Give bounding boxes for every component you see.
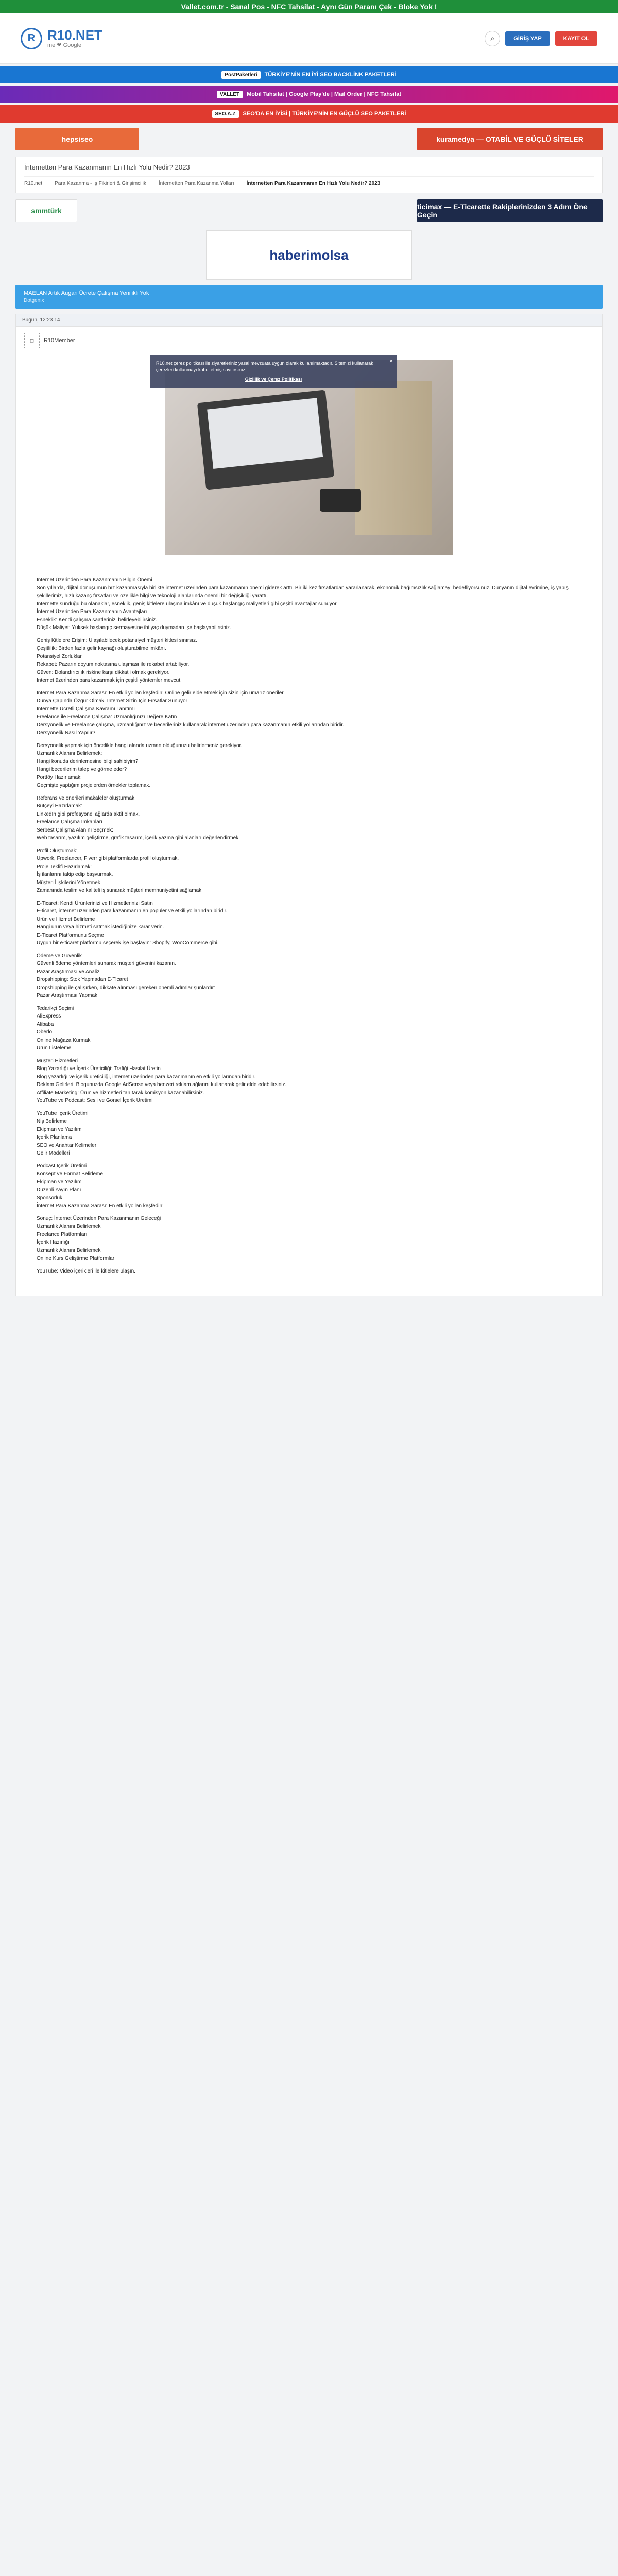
post-paragraph: İnternet Üzerinden Para Kazanmanın Avantajları <box>37 609 147 615</box>
post-paragraph: Affiliate Marketing: Ürün ve hizmetleri tanıtarak komisyon kazanabilirsiniz. <box>37 1090 204 1096</box>
post-paragraph: Geçmişte yaptığım projelerden örnekler toplamak. <box>37 783 151 788</box>
post-date: Bugün, 12:23 14 <box>16 314 602 327</box>
post-paragraph: Potansiyel Zorluklar <box>37 653 82 659</box>
post-paragraph: Esneklik: Kendi çalışma saatlerinizi belirleyebilirsiniz. <box>37 617 157 623</box>
forum-breadcrumb-panel <box>15 157 603 193</box>
post-paragraph: Online Kurs Geliştirme Platformları <box>37 1256 116 1261</box>
post-paragraph: Ekipman ve Yazılım <box>37 1126 82 1132</box>
post-paragraph: Bütçeyi Hazırlamak: <box>37 803 82 809</box>
post-paragraph: Çeşitlilik: Birden fazla gelir kaynağı oluşturabilme imkânı. <box>37 646 166 651</box>
post-paragraph: Dersyonelik yapmak için öncelikle hangi alanda uzman olduğunuzu belirlemeniz gerekiyor. <box>37 742 243 749</box>
banner-center <box>0 230 618 280</box>
phone-illustration <box>320 489 361 512</box>
paragraph-gap <box>37 632 581 637</box>
post-paragraph: Dropshipping: Stok Yapmadan E-Ticaret <box>37 977 128 982</box>
post-paragraph: Güven: Dolandırıcılık riskine karşı dikkatli olmak gerekiyor. <box>37 669 170 675</box>
post-paragraph: Uygun bir e-ticaret platformu seçerek işe başlayın: Shopify, WooCommerce gibi. <box>37 940 219 946</box>
post-paragraph: İçerik Planlama <box>37 1134 72 1140</box>
post-paragraph: İnternet Para Kazanma Sarası: En etkili yollan keşfedin! <box>37 1203 164 1209</box>
logo-mark-icon: R <box>21 28 42 49</box>
author-name[interactable]: R10Member <box>44 337 75 344</box>
post-paragraph: Freelance Platformları <box>37 1231 88 1238</box>
post-paragraph: Oberlo <box>37 1029 53 1035</box>
ad-row-middle <box>0 196 618 225</box>
post-paragraph: LinkedIn gibi profesyonel ağlarda aktif olmak. <box>37 811 140 817</box>
post-paragraph: Hangi becerilerim talep ve görme eder? <box>37 767 127 772</box>
cash-illustration <box>355 381 432 535</box>
post-paragraph: Rekabet: Pazarın doyum noktasına ulaşması ile rekabet artabiliyor. <box>37 662 190 667</box>
post-paragraph: İnternet Para Kazanma Sarası: En etkili yollan keşfedin! Online gelir elde etmek için sizin için umarız öneriler. <box>37 690 285 696</box>
paragraph-gap <box>37 1158 581 1162</box>
post-paragraph: Online Mağaza Kurmak <box>37 1037 91 1043</box>
post-paragraph: Düzenli Yayın Planı <box>37 1187 81 1193</box>
paragraph-gap <box>37 1210 581 1215</box>
post-paragraph: Upwork, Freelancer, Fiverr gibi platformlarda profil oluşturmak. <box>37 856 179 861</box>
post-paragraph: E-Ticaret: Kendi Ürünlerinizi ve Hizmetlerinizi Satın <box>37 900 153 906</box>
top-promo-bar[interactable] <box>0 0 618 13</box>
post-paragraph: İş ilanlarını takip edip başvurmak. <box>37 872 113 877</box>
post-paragraph: Ekipman ve Yazılım <box>37 1179 82 1185</box>
post-paragraph: Uzmanlık Alanını Belirlemek <box>37 1247 101 1253</box>
post-paragraph: Son yıllarda, dijital dönüşümün hız kazanmasıyla birlikte internet üzerinden para kazanmanın önemi giderek arttı. Bir iki kez fırsatlardan yararlanarak, ekonomik bağımsızlık sağlamayı hedefliyorsunuz. Dünyanın dijital evrimine, iş yapış şekillerimiz, hızlı kazanç fırsatları ve özellikle bilgi ve teknoloji alanlarında önemli bir değişikliği yarattı. <box>37 585 569 599</box>
post-paragraph: YouTube ve Podcast: Sesli ve Görsel İçerik Üretimi <box>37 1098 153 1104</box>
post-paragraph: İnternet Üzerinden Para Kazanmanın Bilgin Önemi <box>37 577 152 583</box>
post-paragraph: Dropshipping ile çalışırken, dikkate alınması gereken önemli adımlar şunlardır: <box>37 985 215 991</box>
ad-row-top <box>0 125 618 154</box>
ad-banner-hepsiseo[interactable]: hepsiseo <box>15 128 139 150</box>
post-paragraph: Hangi ürün veya hizmeti satmak istediğinize karar verin. <box>37 924 164 930</box>
ad-banner-smmturk[interactable]: smmtürk <box>15 199 77 222</box>
paragraph-gap <box>37 1053 581 1057</box>
ad-strip-tag: VALLET <box>217 91 243 98</box>
site-logo[interactable] <box>21 28 102 49</box>
post-paragraph: Sponsorluk <box>37 1195 63 1201</box>
forum-post <box>15 314 603 1296</box>
post-paragraph: Hangi konuda derinlemesine bilgi sahibiyim? <box>37 758 139 765</box>
paragraph-gap <box>37 1105 581 1110</box>
ad-banner-kuramedya[interactable]: kuramedya — OTABİL VE GÜÇLÜ SİTELER <box>417 128 603 150</box>
post-paragraph: Blog Yazarlığı ve İçerik Üreticiliği: Trafiği Hasılat Üretin <box>37 1066 161 1072</box>
post-paragraph: Portföy Hazırlamak: <box>37 774 82 781</box>
search-icon[interactable]: ⌕ <box>485 31 500 46</box>
post-paragraph: Dersyonelik ve Freelance çalışma, uzmanlığınız ve becerileriniz kullanarak internet üzerinden para kazanmanın etkili yollarından biridir. <box>37 722 344 728</box>
ad-strip-tag: SEO.A.Z <box>212 110 239 118</box>
top-promo-text[interactable]: Vallet.com.tr - Sanal Pos - NFC Tahsilat - Aynı Gün Paranı Çek - Bloke Yok ! <box>181 3 437 11</box>
avatar[interactable]: ◻ <box>24 333 40 348</box>
post-paragraph: Ürün Listeleme <box>37 1045 72 1051</box>
post-paragraph: Müşteri Hizmetleri <box>37 1058 78 1064</box>
post-paragraph: Freelance Çalışma İmkanları <box>37 819 102 825</box>
post-image <box>156 359 453 555</box>
post-paragraph: Düşük Maliyet: Yüksek başlangıç sermayesine ihtiyaç duymadan işe başlayabilirsiniz. <box>37 625 231 631</box>
post-paragraph: Uzmanlık Alanını Belirlemek: <box>37 751 102 756</box>
thread-title[interactable]: MAELAN Artık Augari Ücrete Çalışma Yenilikli Yok <box>24 290 149 296</box>
breadcrumb <box>24 176 594 187</box>
close-icon[interactable]: ✕ <box>389 359 393 364</box>
post-paragraph: Ürün ve Hizmet Belirleme <box>37 916 95 922</box>
post-paragraph: Pazar Araştırması Yapmak <box>37 993 98 998</box>
post-paragraph: Alibaba <box>37 1021 54 1027</box>
cookie-policy-link[interactable]: Gizlilik ve Çerez Politikası <box>245 377 302 382</box>
post-paragraph: Profil Oluşturmak: <box>37 848 78 854</box>
post-paragraph: Dersyonelik Nasıl Yapılır? <box>37 730 96 736</box>
post-paragraph: E-ticaret, internet üzerinden para kazanmanın en popüler ve etkili yollarından biridir. <box>37 908 228 914</box>
post-paragraph: Tedarikçi Seçimi <box>37 1005 74 1011</box>
post-paragraph: YouTube: Video içerikleri ile kitlelere ulaşın. <box>37 1268 135 1274</box>
ad-banner-ticimax[interactable]: ticimax — E-Ticarette Rakiplerinizden 3 Adım Öne Geçin <box>417 199 603 222</box>
post-paragraph: YouTube İçerik Üretimi <box>37 1110 89 1116</box>
thread-header <box>15 285 603 309</box>
thread-subtitle: Dotgenix <box>24 298 44 303</box>
login-button[interactable]: GİRİŞ YAP <box>505 31 550 46</box>
post-author <box>16 327 602 354</box>
ad-strip-seo-az[interactable] <box>0 105 618 123</box>
paragraph-gap <box>37 790 581 794</box>
post-paragraph: Podcast İçerik Üretimi <box>37 1163 87 1169</box>
ad-strip-text: SEO'DA EN İYİSİ | TÜRKİYE'NİN EN GÜÇLÜ SEO PAKETLERİ <box>243 111 406 117</box>
breadcrumb-item[interactable]: R10.net <box>24 181 43 187</box>
breadcrumb-item[interactable]: Para Kazanma - İş Fikirleri & Girişimcilik <box>55 181 146 187</box>
post-paragraph: Zamanında teslim ve kaliteli iş sunarak müşteri memnuniyetini sağlamak. <box>37 888 203 893</box>
post-paragraph: Reklam Gelirleri: Blogunuzda Google AdSense veya benzeri reklam ağlarını kullanarak gelir elde edebilirsiniz. <box>37 1082 287 1088</box>
post-paragraph: Niş Belirleme <box>37 1118 67 1124</box>
header-actions <box>485 31 597 46</box>
post-paragraph: AliExpress <box>37 1013 61 1019</box>
site-header <box>0 13 618 64</box>
breadcrumb-item[interactable]: İnternetten Para Kazanma Yolları <box>158 181 234 187</box>
paragraph-gap <box>37 737 581 742</box>
ad-strip-tag: PostPaketleri <box>221 71 260 79</box>
paragraph-gap <box>37 842 581 847</box>
post-paragraph: İçerik Hazırlığı <box>37 1240 70 1245</box>
paragraph-gap <box>37 1000 581 1005</box>
ad-banner-haberimolsa[interactable]: haberimolsa <box>206 230 412 280</box>
breadcrumb-current: İnternetten Para Kazanmanın En Hızlı Yolu Nedir? 2023 <box>246 181 381 187</box>
post-paragraph: Proje Teklifi Hazırlamak: <box>37 863 92 870</box>
post-paragraph: İnternette Ücretli Çalışma Kavramı Tanıtımı <box>37 706 135 712</box>
cookie-notice <box>150 355 397 388</box>
post-paragraph: Güvenli ödeme yöntemleri sunarak müşteri güvenini kazanın. <box>37 961 176 967</box>
post-paragraph: Uzmanlık Alanını Belirlemek <box>37 1224 101 1229</box>
post-paragraph: Geniş Kitlelere Erişim: Ulaşılabilecek potansiyel müşteri kitlesi sınırsız. <box>37 637 197 643</box>
laptop-illustration <box>197 389 334 490</box>
post-paragraph: Referans ve önerileri makaleler oluşturmak. <box>37 795 136 801</box>
post-paragraph: Sonuç: İnternet Üzerinden Para Kazanmanın Geleceği <box>37 1215 161 1222</box>
forum-page-title: İnternetten Para Kazanmanın En Hızlı Yolu Nedir? 2023 <box>24 163 190 171</box>
logo-subtitle: me ❤ Google <box>47 42 82 48</box>
paragraph-gap <box>37 685 581 689</box>
post-paragraph: Freelance ile Freelance Çalışma: Uzmanlığınızı Değere Katın <box>37 714 177 720</box>
post-paragraph: Pazar Araştırması ve Analiz <box>37 969 100 975</box>
post-paragraph: Serbest Çalışma Alanını Seçmek: <box>37 827 113 833</box>
post-paragraph: Ödeme ve Güvenlik <box>37 953 82 959</box>
post-paragraph: E-Ticaret Platformunu Seçme <box>37 932 104 938</box>
post-paragraph: Dünya Çapında Özgür Olmak: İnternet Sizin İçin Fırsatlar Sunuyor <box>37 698 187 704</box>
post-paragraph: Konsept ve Format Belirleme <box>37 1171 103 1177</box>
cookie-notice-text: R10.net çerez politikası ile ziyaretleriniz yasal mevzuata uygun olarak kullanılmaktadır. Sitemizi kullanarak çerezleri kullanmayı kabul etmiş sayılırsınız. <box>156 361 373 372</box>
post-image-wrap <box>16 360 602 555</box>
ad-strip-seo-backlink[interactable] <box>0 66 618 83</box>
post-paragraph: Müşteri İlişkilerini Yönetmek <box>37 879 100 886</box>
post-paragraph: SEO ve Anahtar Kelimeler <box>37 1142 97 1148</box>
post-body <box>16 576 602 1296</box>
post-paragraph: Web tasarım, yazılım geliştirme, grafik tasarım, içerik yazma gibi alanları değerlendirmek. <box>37 835 240 841</box>
ad-strip-text: TÜRKİYE'NİN EN İYİ SEO BACKLİNK PAKETLERİ <box>264 72 397 78</box>
ad-strip-text: Mobil Tahsilat | Google Play'de | Mail Order | NFC Tahsilat <box>247 91 402 97</box>
post-paragraph: İnternet üzerinden para kazanmak için çeşitli yöntemler mevcut. <box>37 677 182 683</box>
paragraph-gap <box>37 895 581 900</box>
paragraph-gap <box>37 1263 581 1267</box>
paragraph-gap <box>37 947 581 952</box>
ad-strip-vallet[interactable] <box>0 86 618 103</box>
post-paragraph: İnternette sunduğu bu olanaklar, esneklik, geniş kitlelere ulaşma imkânı ve düşük başlangıç maliyetleri gibi çeşitli avantajlar sunuyor. <box>37 601 338 607</box>
post-paragraph: Blog yazarlığı ve içerik üreticiliği, internet üzerinden para kazanmanın en etkili yollarından biridir. <box>37 1074 256 1080</box>
post-paragraph: Gelir Modelleri <box>37 1150 70 1156</box>
logo-text: R10.NET <box>47 27 102 43</box>
register-button[interactable]: KAYIT OL <box>555 31 597 46</box>
